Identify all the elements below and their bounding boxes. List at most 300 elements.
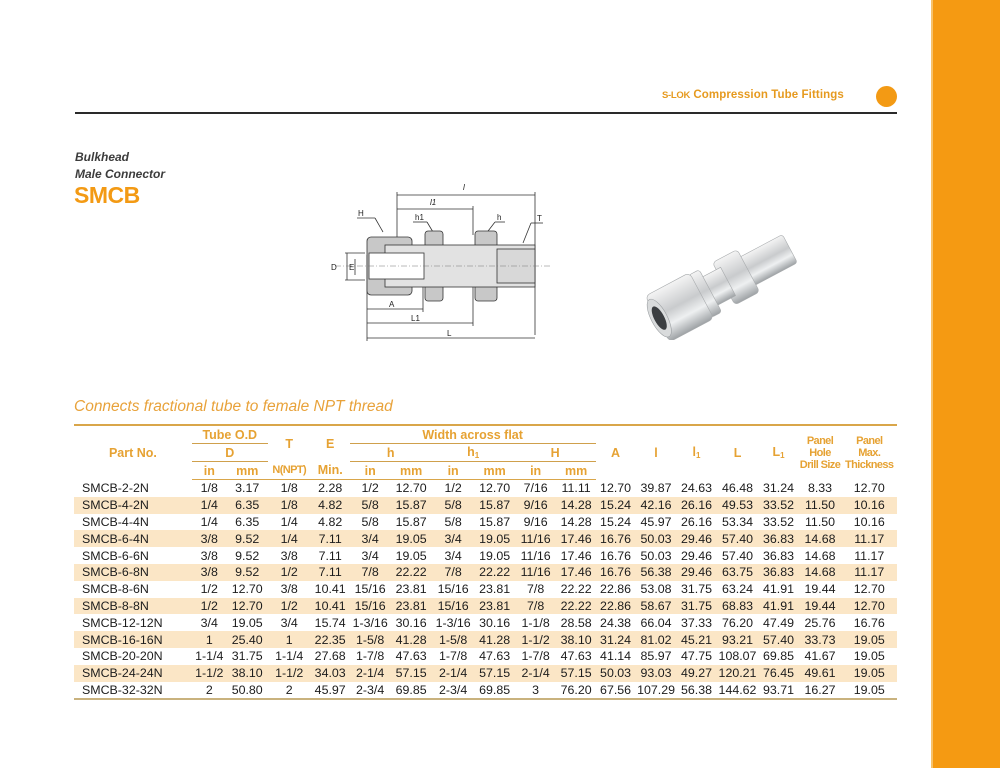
table-cell: 41.91	[762, 582, 794, 597]
unit-in: in	[515, 462, 557, 480]
table-cell: 36.83	[759, 564, 799, 581]
table-cell: 16.76	[596, 530, 636, 547]
table-cell: 31.75	[677, 598, 717, 615]
table-cell: 47.63	[560, 649, 592, 664]
table-cell: 22.22	[475, 564, 515, 581]
table-row	[74, 480, 897, 497]
table-cell: 27.68	[314, 649, 346, 664]
table-cell: 19.05	[842, 631, 897, 648]
table-row	[74, 581, 897, 598]
unit-in: in	[192, 462, 227, 480]
table-cell: 15/16	[354, 582, 386, 597]
table-cell: 1-1/4	[275, 649, 304, 664]
table-cell: 57.15	[475, 665, 515, 682]
table-cell: 25.40	[227, 631, 268, 648]
table-cell: 49.61	[798, 665, 841, 682]
table-cell: 3/4	[444, 548, 462, 563]
part-number-cell: SMCB-24-24N	[74, 665, 192, 682]
table-cell: 45.21	[677, 631, 717, 648]
table-cell: 53.08	[640, 582, 672, 597]
table-cell: 15/16	[437, 582, 469, 597]
table-cell: 66.04	[640, 615, 672, 630]
table-cell: 107.29	[636, 682, 677, 700]
panel-hole-line1: Panel	[806, 434, 834, 447]
table-row	[74, 648, 897, 665]
table-cell: 11.50	[804, 514, 836, 529]
header-A: A	[596, 425, 636, 480]
catalog-section-title	[662, 89, 844, 101]
table-cell: 57.40	[722, 548, 754, 563]
table-cell: 26.16	[677, 497, 717, 514]
table-cell: 76.45	[759, 665, 799, 682]
table-cell: 50.03	[640, 548, 672, 563]
header-T: T	[268, 425, 311, 462]
table-cell: 2	[268, 682, 311, 700]
table-row	[74, 665, 897, 682]
table-cell: 36.83	[759, 530, 799, 547]
table-cell: 10.16	[842, 497, 897, 514]
table-cell: 1-3/16	[352, 615, 388, 630]
dim-label-D: D	[331, 263, 337, 272]
dim-label-l1: l1	[430, 198, 437, 207]
header-h1	[432, 444, 515, 462]
table-cell: 63.75	[717, 564, 759, 581]
table-cell: 19.05	[479, 548, 511, 563]
table-cell: 69.85	[391, 682, 432, 700]
table-cell: 30.16	[479, 615, 511, 630]
table-cell: 9.52	[235, 548, 260, 563]
table-cell: 1-1/2	[268, 665, 311, 682]
table-cell: 12.70	[600, 481, 632, 496]
table-cell: 1	[192, 631, 227, 648]
table-cell: 38.10	[227, 665, 268, 682]
part-number-cell: SMCB-4-2N	[74, 497, 192, 514]
panel-max-line2: Max.	[858, 446, 881, 459]
table-cell: 41.91	[759, 598, 799, 615]
table-cell: 23.81	[479, 582, 511, 597]
table-cell: 15.87	[475, 497, 515, 514]
table-cell: 76.20	[557, 682, 596, 700]
table-cell: 1-1/2	[192, 665, 227, 682]
table-cell: 37.33	[681, 615, 713, 630]
table-cell: 7/8	[350, 564, 391, 581]
table-cell: 2-1/4	[515, 665, 557, 682]
table-row	[74, 631, 897, 648]
table-cell: 15/16	[432, 598, 475, 615]
dim-label-A: A	[389, 300, 395, 309]
table-cell: 1-7/8	[439, 649, 468, 664]
dim-label-L: L	[447, 329, 452, 338]
header-width-across-flat: Width across flat	[350, 425, 596, 444]
brand-title: Compression Tube Fittings	[693, 89, 844, 101]
table-cell: 42.16	[636, 497, 677, 514]
table-row	[74, 564, 897, 581]
table-cell: 36.83	[762, 548, 794, 563]
table-cell: 1-1/8	[521, 615, 550, 630]
table-cell: 1-7/8	[356, 649, 385, 664]
panel-max-line3: Thickness	[845, 458, 894, 471]
table-cell: 67.56	[596, 682, 636, 700]
table-cell: 12.70	[227, 598, 268, 615]
table-row	[74, 682, 897, 700]
part-number-cell: SMCB-6-8N	[74, 564, 192, 581]
table-cell: 24.63	[681, 481, 713, 496]
table-cell: 63.24	[722, 582, 754, 597]
unit-mm: mm	[391, 462, 432, 480]
header-D: D	[192, 444, 268, 462]
table-cell: 1/8	[280, 481, 298, 496]
table-cell: 2	[192, 682, 227, 700]
table-cell: 76.20	[722, 615, 754, 630]
table-cell: 19.05	[842, 665, 897, 682]
table-cell: 29.46	[677, 530, 717, 547]
table-cell: 1/2	[192, 598, 227, 615]
table-cell: 15.87	[395, 514, 427, 529]
header-L: L	[717, 425, 759, 480]
table-cell: 56.38	[677, 682, 717, 700]
table-cell: 3/8	[280, 548, 298, 563]
table-cell: 45.97	[311, 682, 350, 700]
table-cell: 38.10	[557, 631, 596, 648]
table-cell: 120.21	[717, 665, 759, 682]
table-cell: 16.27	[798, 682, 841, 700]
unit-in: in	[350, 462, 391, 480]
table-cell: 5/8	[361, 514, 379, 529]
table-cell: 12.70	[479, 481, 511, 496]
table-cell: 29.46	[681, 548, 713, 563]
table-cell: 11.50	[798, 497, 841, 514]
table-cell: 41.28	[475, 631, 515, 648]
table-cell: 19.05	[853, 649, 885, 664]
table-cell: 19.05	[395, 548, 427, 563]
dim-label-l: l	[463, 183, 465, 192]
table-cell: 7/16	[523, 481, 548, 496]
table-cell: 26.16	[681, 514, 713, 529]
table-cell: 53.34	[722, 514, 754, 529]
table-cell: 41.28	[391, 631, 432, 648]
table-cell: 3.17	[235, 481, 260, 496]
table-cell: 11.17	[842, 564, 897, 581]
header-l: l	[636, 425, 677, 480]
table-cell: 31.24	[596, 631, 636, 648]
table-cell: 3/4	[361, 548, 379, 563]
table-cell: 12.70	[842, 598, 897, 615]
part-number-cell: SMCB-6-6N	[82, 548, 149, 563]
header-L1-text: L	[772, 445, 781, 460]
table-cell: 1-7/8	[521, 649, 550, 664]
table-cell: 144.62	[717, 682, 759, 700]
table-cell: 16.76	[853, 615, 885, 630]
table-cell: 7.11	[311, 530, 350, 547]
table-cell: 2-1/4	[350, 665, 391, 682]
table-cell: 1/4	[192, 497, 227, 514]
table-cell: 93.71	[759, 682, 799, 700]
table-cell: 7.11	[311, 564, 350, 581]
part-number-cell: SMCB-6-4N	[74, 530, 192, 547]
table-cell: 3/8	[192, 530, 227, 547]
table-cell: 68.83	[717, 598, 759, 615]
table-cell: 16.76	[600, 548, 632, 563]
table-cell: 15.87	[391, 497, 432, 514]
table-cell: 9.52	[227, 564, 268, 581]
table-cell: 1	[268, 631, 311, 648]
unit-mm: mm	[227, 462, 268, 480]
unit-mm: mm	[557, 462, 596, 480]
header-H: H	[515, 444, 596, 462]
table-cell: 15/16	[350, 598, 391, 615]
header-l1	[677, 425, 717, 480]
table-cell: 5/8	[444, 514, 462, 529]
table-cell: 3/4	[432, 530, 475, 547]
table-cell: 1/2	[268, 598, 311, 615]
table-cell: 17.46	[557, 530, 596, 547]
table-cell: 11/16	[515, 564, 557, 581]
table-cell: 1-3/16	[435, 615, 471, 630]
table-body	[74, 480, 897, 700]
table-cell: 1/4	[200, 514, 218, 529]
table-cell: 15.87	[479, 514, 511, 529]
table-cell: 2-3/4	[350, 682, 391, 700]
part-number-cell: SMCB-12-12N	[82, 615, 163, 630]
header-panel-max	[842, 425, 897, 480]
header-l1-sub: 1	[696, 451, 701, 461]
header-tube-od: Tube O.D	[192, 425, 268, 444]
table-cell: 56.38	[636, 564, 677, 581]
table-cell: 15.74	[314, 615, 346, 630]
table-row	[74, 530, 897, 547]
product-type-line1: Bulkhead	[75, 150, 130, 164]
table-cell: 5/8	[432, 497, 475, 514]
table-cell: 5/8	[350, 497, 391, 514]
table-cell: 17.46	[557, 564, 596, 581]
table-cell: 14.68	[804, 548, 836, 563]
table-cell: 17.46	[560, 548, 592, 563]
table-cell: 33.52	[759, 497, 799, 514]
table-cell: 23.81	[395, 582, 427, 597]
table-cell: 10.16	[853, 514, 885, 529]
table-cell: 85.97	[640, 649, 672, 664]
table-cell: 3/4	[350, 530, 391, 547]
dim-label-h: h	[497, 213, 502, 222]
part-number-cell: SMCB-8-8N	[74, 598, 192, 615]
table-cell: 50.03	[636, 530, 677, 547]
header-part-no: Part No.	[74, 425, 192, 480]
table-row	[74, 497, 897, 514]
table-cell: 57.15	[557, 665, 596, 682]
table-cell: 1/8	[200, 481, 218, 496]
panel-hole-line3: Drill Size	[799, 458, 841, 471]
table-cell: 58.67	[636, 598, 677, 615]
header-L1-sub: 1	[780, 451, 785, 461]
table-cell: 6.35	[235, 514, 260, 529]
table-cell: 22.22	[557, 598, 596, 615]
table-cell: 3/4	[280, 615, 298, 630]
part-number-cell: SMCB-20-20N	[82, 649, 163, 664]
table-cell: 22.86	[596, 598, 636, 615]
table-cell: 12.70	[853, 582, 885, 597]
table-cell: 22.86	[600, 582, 632, 597]
dimension-diagram	[325, 175, 555, 345]
part-number-cell: SMCB-2-2N	[82, 481, 149, 496]
dim-label-L1: L1	[411, 314, 420, 323]
table-cell: 1/2	[444, 481, 462, 496]
table-cell: 50.03	[596, 665, 636, 682]
table-cell: 1/2	[200, 582, 218, 597]
table-cell: 28.58	[560, 615, 592, 630]
table-cell: 47.75	[681, 649, 713, 664]
table-cell: 22.35	[311, 631, 350, 648]
part-number-cell: SMCB-8-6N	[82, 582, 149, 597]
table-cell: 93.03	[636, 665, 677, 682]
unit-mm: mm	[475, 462, 515, 480]
table-cell: 11.17	[842, 530, 897, 547]
table-cell: 6.35	[227, 497, 268, 514]
table-cell: 2-3/4	[432, 682, 475, 700]
table-cell: 25.76	[804, 615, 836, 630]
unit-min: Min.	[311, 462, 350, 480]
table-cell: 108.07	[718, 649, 757, 664]
table-cell: 4.82	[318, 514, 343, 529]
orange-dot-icon	[876, 86, 897, 107]
table-cell: 12.70	[853, 481, 885, 496]
table-cell: 49.53	[717, 497, 759, 514]
table-cell: 69.85	[475, 682, 515, 700]
orange-side-band	[931, 0, 1000, 768]
part-number-cell: SMCB-4-4N	[82, 514, 149, 529]
table-cell: 93.21	[717, 631, 759, 648]
dim-label-H: H	[358, 209, 364, 218]
dimensions-table	[74, 424, 897, 700]
table-cell: 19.05	[842, 682, 897, 700]
unit-npt: N(NPT)	[268, 462, 311, 480]
table-cell: 16.76	[596, 564, 636, 581]
table-cell: 1/2	[361, 481, 379, 496]
table-cell: 14.28	[557, 497, 596, 514]
table-cell: 57.15	[391, 665, 432, 682]
table-cell: 1-5/8	[350, 631, 391, 648]
product-code: SMCB	[74, 182, 140, 208]
table-cell: 19.05	[391, 530, 432, 547]
table-cell: 19.44	[798, 598, 841, 615]
table-cell: 49.27	[677, 665, 717, 682]
table-cell: 11.11	[561, 481, 591, 496]
table-cell: 1-1/2	[515, 631, 557, 648]
table-cell: 12.70	[395, 481, 427, 496]
table-cell: 23.81	[475, 598, 515, 615]
table-cell: 41.14	[600, 649, 632, 664]
table-row	[74, 514, 897, 531]
table-cell: 2.28	[318, 481, 343, 496]
table-row	[74, 614, 897, 631]
table-cell: 1-5/8	[432, 631, 475, 648]
table-cell: 31.24	[762, 481, 794, 496]
table-cell: 14.68	[798, 530, 841, 547]
table-cell: 9.52	[227, 530, 268, 547]
product-photo	[640, 225, 820, 340]
table-cell: 11/16	[515, 530, 557, 547]
table-cell: 7/8	[515, 598, 557, 615]
table-cell: 10.41	[314, 582, 346, 597]
dim-label-E: E	[349, 263, 355, 272]
table-row	[74, 547, 897, 564]
table-cell: 1/2	[268, 564, 311, 581]
table-cell: 45.97	[640, 514, 672, 529]
table-cell: 14.68	[798, 564, 841, 581]
table-cell: 57.40	[759, 631, 799, 648]
table-cell: 1-1/4	[195, 649, 224, 664]
dim-label-T: T	[537, 214, 542, 223]
table-cell: 50.80	[227, 682, 268, 700]
table-cell: 46.48	[722, 481, 754, 496]
header-l1-text: l	[692, 445, 697, 460]
table-caption: Connects fractional tube to female NPT thread	[74, 398, 393, 415]
table-cell: 34.03	[311, 665, 350, 682]
table-cell: 81.02	[636, 631, 677, 648]
table-cell: 19.05	[475, 530, 515, 547]
panel-max-line1: Panel	[856, 434, 883, 447]
header-L1	[759, 425, 799, 480]
table-cell: 15.24	[600, 514, 632, 529]
table-cell: 1/8	[268, 497, 311, 514]
table-cell: 69.85	[762, 649, 794, 664]
table-cell: 3/8	[280, 582, 298, 597]
table-row	[74, 598, 897, 615]
dim-label-h1: h1	[415, 213, 424, 222]
part-number-cell: SMCB-16-16N	[74, 631, 192, 648]
header-h1-text: h	[467, 445, 475, 459]
header-divider	[75, 112, 897, 114]
table-cell: 11.17	[854, 548, 885, 563]
table-cell: 7/8	[527, 582, 545, 597]
table-cell: 3/8	[192, 564, 227, 581]
table-cell: 3	[515, 682, 557, 700]
table-cell: 41.67	[804, 649, 836, 664]
part-number-cell: SMCB-32-32N	[74, 682, 192, 700]
table-cell: 14.28	[560, 514, 592, 529]
table-cell: 9/16	[523, 514, 548, 529]
table-cell: 10.41	[311, 598, 350, 615]
table-cell: 9/16	[515, 497, 557, 514]
unit-in: in	[432, 462, 475, 480]
table-cell: 4.82	[311, 497, 350, 514]
table-cell: 7/8	[432, 564, 475, 581]
panel-hole-line2: Hole	[809, 446, 831, 459]
header-h: h	[350, 444, 432, 462]
product-type-line2: Male Connector	[75, 167, 166, 181]
header-E: E	[311, 425, 350, 462]
table-cell: 57.40	[717, 530, 759, 547]
table-cell: 31.75	[231, 649, 263, 664]
table-cell: 30.16	[395, 615, 427, 630]
table-cell: 22.22	[560, 582, 592, 597]
table-cell: 39.87	[640, 481, 672, 496]
header-panel-hole	[798, 425, 841, 480]
table-cell: 3/8	[200, 548, 218, 563]
table-cell: 47.63	[479, 649, 511, 664]
table-cell: 1/4	[268, 530, 311, 547]
table-cell: 33.52	[762, 514, 794, 529]
table-cell: 2-1/4	[432, 665, 475, 682]
table-cell: 7.11	[318, 548, 342, 563]
table-cell: 1/4	[280, 514, 298, 529]
table-cell: 29.46	[677, 564, 717, 581]
table-cell: 33.73	[798, 631, 841, 648]
table-cell: 3/4	[200, 615, 218, 630]
table-cell: 15.24	[596, 497, 636, 514]
table-cell: 12.70	[231, 582, 263, 597]
table-cell: 22.22	[391, 564, 432, 581]
table-cell: 47.63	[395, 649, 427, 664]
